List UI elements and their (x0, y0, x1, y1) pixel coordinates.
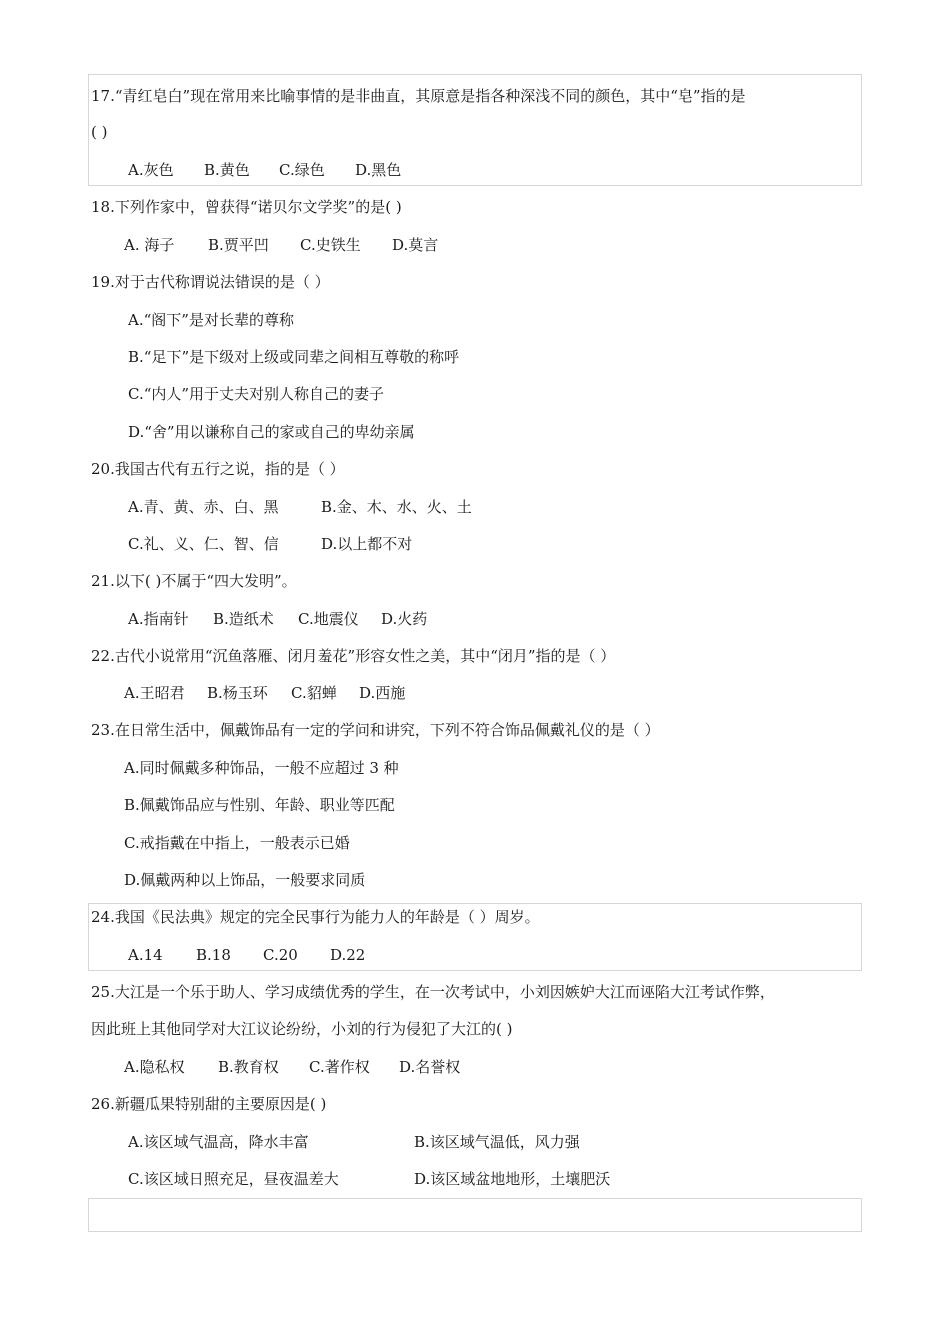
question-24-option-d[interactable]: D.22 (330, 946, 366, 964)
question-23-option-c[interactable]: C.戒指戴在中指上，一般表示已婚 (124, 834, 350, 852)
question-17-stem-line1: 17.“青红皂白”现在常用来比喻事情的是非曲直，其原意是指各种深浅不同的颜色，其中“皂”指的是 (91, 87, 746, 105)
question-18-option-a[interactable]: A. 海子 (124, 236, 175, 254)
question-22-option-b[interactable]: B.杨玉环 (207, 684, 268, 702)
question-25-option-d[interactable]: D.名誉权 (399, 1058, 461, 1076)
question-23-option-a[interactable]: A.同时佩戴多种饰品，一般不应超过 3 种 (124, 759, 399, 777)
question-25-option-a[interactable]: A.隐私权 (124, 1058, 185, 1076)
question-18-option-b[interactable]: B.贾平凹 (208, 236, 269, 254)
question-20-option-b[interactable]: B.金、木、水、火、土 (321, 498, 472, 516)
question-21-option-c[interactable]: C.地震仪 (298, 610, 359, 628)
question-23-option-b[interactable]: B.佩戴饰品应与性别、年龄、职业等匹配 (124, 796, 395, 814)
question-24-stem: 24.我国《民法典》规定的完全民事行为能力人的年龄是（ ）周岁。 (91, 908, 540, 926)
question-21-option-d[interactable]: D.火药 (381, 610, 428, 628)
question-26-stem: 26.新疆瓜果特别甜的主要原因是( ) (91, 1095, 327, 1113)
question-18-option-d[interactable]: D.莫言 (392, 236, 439, 254)
question-22-option-d[interactable]: D.西施 (359, 684, 406, 702)
question-22-option-c[interactable]: C.貂蝉 (291, 684, 337, 702)
question-17-option-b[interactable]: B.黄色 (204, 161, 250, 179)
question-19-stem: 19.对于古代称谓说法错误的是（ ） (91, 273, 330, 291)
question-26-option-d[interactable]: D.该区域盆地地形，土壤肥沃 (414, 1170, 611, 1188)
question-21-option-a[interactable]: A.指南针 (128, 610, 189, 628)
question-21-option-b[interactable]: B.造纸术 (213, 610, 274, 628)
question-20-option-c[interactable]: C.礼、义、仁、智、信 (128, 535, 279, 553)
question-18-stem: 18.下列作家中，曾获得“诺贝尔文学奖”的是( ) (91, 198, 402, 216)
question-17-option-a[interactable]: A.灰色 (128, 161, 174, 179)
question-26-option-c[interactable]: C.该区域日照充足，昼夜温差大 (128, 1170, 339, 1188)
question-19-option-d[interactable]: D.“舍”用以谦称自己的家或自己的卑幼亲属 (128, 423, 415, 441)
question-20-stem: 20.我国古代有五行之说，指的是（ ） (91, 460, 345, 478)
question-26-option-a[interactable]: A.该区域气温高，降水丰富 (128, 1133, 309, 1151)
question-22-stem: 22.古代小说常用“沉鱼落雁、闭月羞花”形容女性之美，其中“闭月”指的是（ ） (91, 647, 616, 665)
question-24-option-b[interactable]: B.18 (196, 946, 231, 964)
question-19-option-c[interactable]: C.“内人”用于丈夫对别人称自己的妻子 (128, 385, 385, 403)
question-24-option-c[interactable]: C.20 (263, 946, 298, 964)
question-25-stem-line1: 25.大江是一个乐于助人、学习成绩优秀的学生，在一次考试中，小刘因嫉妒大江而诬陷大江考试作弊， (91, 983, 775, 1001)
bottom-frame (88, 1198, 862, 1232)
question-17-option-d[interactable]: D.黑色 (355, 161, 402, 179)
question-19-option-b[interactable]: B.“足下”是下级对上级或同辈之间相互尊敬的称呼 (128, 348, 460, 366)
question-25-stem-line2: 因此班上其他同学对大江议论纷纷，小刘的行为侵犯了大江的( ) (91, 1020, 513, 1038)
question-21-stem: 21.以下( )不属于“四大发明”。 (91, 572, 297, 590)
question-25-option-c[interactable]: C.著作权 (309, 1058, 370, 1076)
question-17-option-c[interactable]: C.绿色 (279, 161, 325, 179)
question-22-option-a[interactable]: A.王昭君 (124, 684, 185, 702)
question-24-option-a[interactable]: A.14 (128, 946, 163, 964)
question-20-option-d[interactable]: D.以上都不对 (321, 535, 413, 553)
question-19-option-a[interactable]: A.“阁下”是对长辈的尊称 (128, 311, 294, 329)
question-18-option-c[interactable]: C.史铁生 (300, 236, 361, 254)
question-20-option-a[interactable]: A.青、黄、赤、白、黑 (128, 498, 279, 516)
question-23-stem: 23.在日常生活中，佩戴饰品有一定的学问和讲究，下列不符合饰品佩戴礼仪的是（ ） (91, 721, 660, 739)
question-26-option-b[interactable]: B.该区域气温低，风力强 (414, 1133, 580, 1151)
question-17-stem-line2: ( ) (91, 123, 108, 141)
question-23-option-d[interactable]: D.佩戴两种以上饰品，一般要求同质 (124, 871, 366, 889)
question-25-option-b[interactable]: B.教育权 (218, 1058, 279, 1076)
